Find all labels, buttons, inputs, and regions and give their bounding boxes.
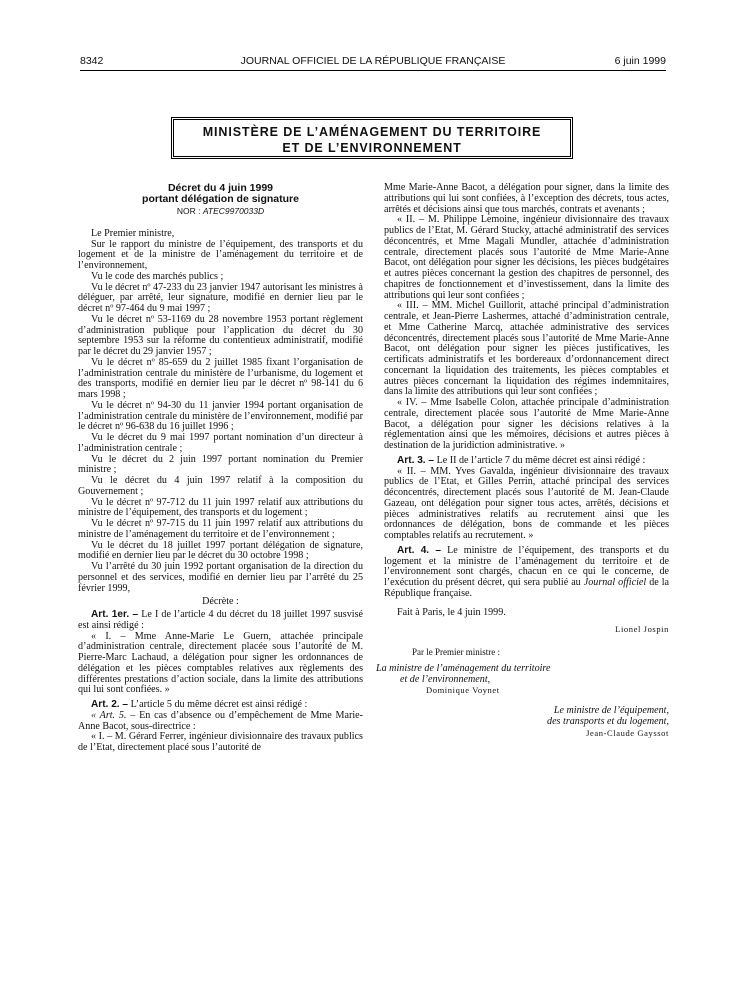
article-3-text: Le II de l’article 7 du même décret est ainsi rédigé :	[436, 454, 646, 466]
minister-2-signature	[384, 706, 669, 738]
article-4	[384, 546, 669, 600]
right-column	[376, 182, 670, 738]
page-number: 8342	[80, 55, 104, 67]
decrete-heading: Décrète :	[202, 596, 239, 608]
visa: Vu le code des marchés publics ;	[91, 270, 224, 282]
nor-label: NOR :	[176, 206, 201, 216]
ministry-heading-line2: ET DE L’ENVIRONNEMENT	[282, 141, 462, 155]
visa: Vu le décret nº 94-30 du 11 janvier 1994 portant organisation de l’administration centrale du ministère de l’environnement, modifié par le décret nº 96-638 du 16 juillet 1996 ;	[78, 399, 363, 433]
visa: Vu le décret nº 85-659 du 2 juillet 1985 fixant l’organisation de l’administration centrale du ministère de l’urbanisme, du logement et des transports, modifié en dernier lieu par le décret nº 98-141 du 6 mars 1998 ;	[78, 356, 363, 400]
left-column	[78, 183, 363, 754]
minister-2-title: Le ministre de l’équipement,	[553, 705, 669, 716]
article-5-item-2: « II. – M. Philippe Lemoine, ingénieur divisionnaire des travaux publics de l’Etat, M. Gérard Stucky, attaché administratif des services déconcentrés, et Mme Magali Mundler, attachée d’administration centrale, directement placés sous l’autorité de Mme Marie-Anne Bacot, ont délégation pour signer les décisions, les pièces budgétaires et autres pièces concernant la gestion des chapitres de personnel, des chapitres de fonctionnement et d’investissement, dans la limite des attributions qui leur sont confiées ;	[384, 214, 669, 301]
article-4-label: Art. 4. –	[397, 544, 442, 556]
article-1	[78, 610, 363, 632]
paragraph: Sur le rapport du ministre de l’équipement, des transports et du logement et de la ministre de l’aménagement du territoire et de l’environnement,	[78, 238, 363, 271]
article-1-label: Art. 1er. –	[91, 609, 139, 620]
minister-2-title-cont: des transports et du logement,	[547, 715, 669, 727]
visa: Vu l’arrêté du 30 juin 1992 portant organisation de la direction du personnel et des services, modifié en dernier lieu par l’arrêté du 25 février 1999,	[78, 561, 363, 594]
visa: Vu le décret nº 97-715 du 11 juin 1997 relatif aux attributions du ministre de l’aménagement du territoire et de l’environnement ;	[78, 518, 363, 540]
visa: Vu le décret nº 53-1169 du 28 novembre 1953 portant règlement d’administration publique pour l’application du décret du 30 septembre 1953 sur la réforme du contentieux administratif, modifié par le décret du 29 janvier 1957 ;	[78, 313, 363, 357]
minister-1-title: La ministre de l’aménagement du territoire	[376, 662, 551, 674]
nor-code: ATEC9970033D	[202, 206, 265, 216]
ministry-heading-box	[171, 117, 573, 159]
journal-title: JOURNAL OFFICIEL DE LA RÉPUBLIQUE FRANÇAISE	[240, 55, 506, 67]
article-3	[384, 456, 669, 467]
minister-1-title-cont: et de l’environnement,	[400, 673, 491, 685]
visa: Vu le décret du 4 juin 1997 relatif à la composition du Gouvernement ;	[78, 475, 363, 497]
issue-date: 6 juin 1999	[614, 55, 666, 67]
visa: Vu le décret nº 47-233 du 23 janvier 1947 autorisant les ministres à déléguer, par arrêté, leur signature, modifié en dernier lieu par le décret nº 97-464 du 9 mai 1997 ;	[78, 281, 363, 314]
article-2-text: L’article 5 du même décret est ainsi rédigé :	[130, 699, 308, 710]
nor-reference	[78, 206, 363, 217]
article-4-text: Le ministre de l’équipement, des transports et du logement et la ministre de l’aménagement du territoire et de l’environnement sont chargés, chacun en ce qui le concerne, de l’exécution du présent décret, qui sera publié au	[384, 544, 669, 588]
article-2-label: Art. 2. –	[91, 699, 129, 710]
article-3-quote: « II. – MM. Yves Gavalda, ingénieur divisionnaire des travaux publics de l’Etat, et Gilles Perrin, attaché principal des services déconcentrés, directement placés sous l’autorité de M. Jean-Claude Gazeau, ont délégation pour signer tous actes, arrêtés, décisions et pièces administratives relatifs au recrutement ainsi que les ordonnances de délégation, bons de commande et les pièces comptables relatifs au recrutement. »	[384, 465, 669, 541]
minister-1-name: Dominique Voynet	[426, 685, 500, 696]
decree-title-line2: portant délégation de signature	[142, 193, 299, 205]
article-5-item-3: « III. – MM. Michel Guillorit, attaché principal d’administration centrale, et Jean-Pierre Lashermes, attaché d’administration centrale, et Mme Catherine Marcq, attachée administrative des services déconcentrés, directement placés sous l’autorité de Mme Marie-Anne Bacot, ont délégation pour signer les pièces justificatives, les certificats administratifs et les bordereaux d’ordonnancement direct concernant la liquidation des traitements, les pièces comptables et autres pièces concernant la liquidation des régimes indemnitaires, dans la limite des attributions qui leur sont confiées ;	[384, 300, 669, 398]
article-5-intro	[78, 711, 363, 733]
article-5-label: « Art. 5.	[91, 709, 127, 721]
article-3-label: Art. 3. –	[397, 454, 435, 466]
paragraph: Mme Marie-Anne Bacot, a délégation pour signer, dans la limite des attributions qui lui sont confiées, à l’exception des décrets, tous actes, arrêtés et décisions ainsi que tous marchés, contrats et avenants ;	[384, 182, 669, 215]
visa: Vu le décret du 2 juin 1997 portant nomination du Premier ministre ;	[78, 453, 363, 476]
decree-title	[78, 183, 363, 205]
visa: Vu le décret du 9 mai 1997 portant nomination d’un directeur à l’administration centrale ;	[78, 432, 363, 454]
article-5-text: – En cas d’absence ou d’empêchement de Mme Marie-Anne Bacot, sous-directrice :	[78, 709, 364, 732]
prime-minister-signature: Lionel Jospin	[615, 624, 669, 635]
ministry-heading-line1: MINISTÈRE DE L’AMÉNAGEMENT DU TERRITOIRE	[202, 125, 542, 139]
article-4-text-end: de la République française.	[384, 577, 670, 599]
decree-title-line1: Décret du 4 juin 1999	[167, 182, 274, 194]
journal-officiel-ref: Journal officiel	[583, 577, 647, 588]
minister-2-name: Jean-Claude Gayssot	[586, 727, 669, 738]
minister-1-signature	[376, 662, 669, 696]
visa: Vu le décret nº 97-712 du 11 juin 1997 relatif aux attributions du ministre de l’équipement, des transports et du logement ;	[78, 496, 363, 519]
article-1-text: Le I de l’article 4 du décret du 18 juillet 1997 susvisé est ainsi rédigé :	[78, 609, 363, 631]
article-5-item-1: « I. – M. Gérard Ferrer, ingénieur divisionnaire des travaux publics de l’Etat, directement placé sous l’autorité de	[78, 731, 363, 753]
article-1-quote: « I. – Mme Anne-Marie Le Guern, attachée principale d’administration centrale, directement placée sous l’autorité de M. Pierre-Marc Lachaud, a délégation pour signer les ordonnances de délégation et les pièces comptables relatives aux règlements des différentes prestations d’action sociale, dans la limite des attributions qui lui sont confiées. »	[78, 630, 363, 696]
article-5-item-4: « IV. – Mme Isabelle Colon, attachée principale d’administration centrale, directement placée sous l’autorité de Mme Marie-Anne Bacot, a délégation pour signer les décisions relatives à la réglementation ainsi que les mémoires, décisions et autres pièces à destination de la juridiction administrative. »	[384, 397, 669, 451]
place-date: Fait à Paris, le 4 juin 1999.	[397, 606, 506, 618]
visa: Vu le décret du 18 juillet 1997 portant délégation de signature, modifié en dernier lieu par le décret du 30 octobre 1998 ;	[78, 539, 363, 562]
by-prime-minister: Par le Premier ministre :	[412, 647, 500, 657]
page-header	[80, 55, 666, 69]
paragraph: Le Premier ministre,	[91, 227, 175, 239]
header-rule	[80, 70, 666, 71]
